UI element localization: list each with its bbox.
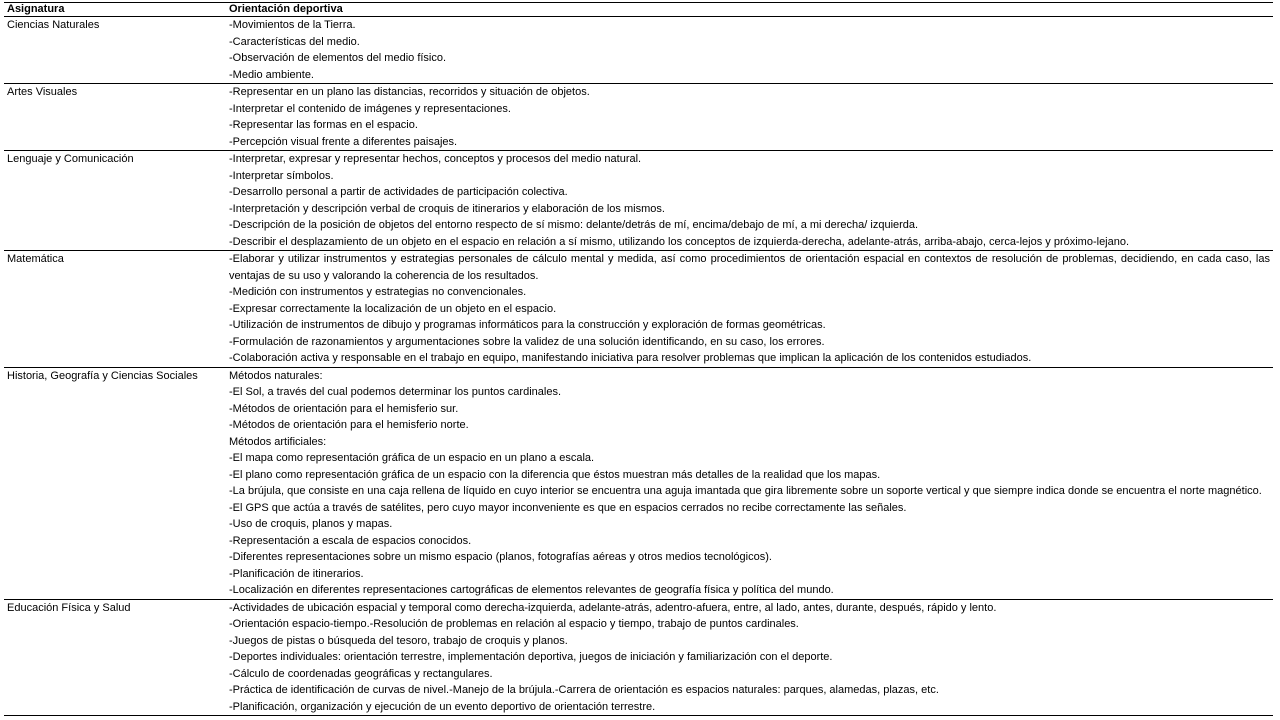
content-line: Métodos artificiales: bbox=[229, 435, 327, 448]
content-cell bbox=[226, 251, 1273, 368]
table-header-row bbox=[4, 3, 1273, 17]
table-row bbox=[4, 599, 1273, 716]
subjects-table bbox=[4, 2, 1273, 716]
table-body bbox=[4, 17, 1273, 716]
content-line: -Representar en un plano las distancias, recorridos y situación de objetos. bbox=[229, 86, 590, 98]
content-line: -Expresar correctamente la localización de un objeto en el espacio. bbox=[229, 302, 557, 315]
table-row bbox=[4, 251, 1273, 368]
content-line: -Diferentes representaciones sobre un mismo espacio (planos, fotografías aéreas y otros medios tecnológicos). bbox=[229, 551, 772, 563]
subject-cell: Lenguaje y Comunicación bbox=[4, 151, 226, 251]
subject-cell: Artes Visuales bbox=[4, 84, 226, 151]
content-line: -Juegos de pistas o búsqueda del tesoro, trabajo de croquis y planos. bbox=[229, 634, 568, 647]
content-line: -Percepción visual frente a diferentes paisajes. bbox=[229, 135, 458, 148]
subject-cell: Historia, Geografía y Ciencias Sociales bbox=[4, 367, 226, 599]
subject-cell: Educación Física y Salud bbox=[4, 599, 226, 716]
content-line: Métodos naturales: bbox=[229, 369, 323, 382]
content-line: -Representar las formas en el espacio. bbox=[229, 119, 418, 131]
content-line: -La brújula, que consiste en una caja rellena de líquido en cuyo interior se encuentra una aguja imantada que gira libremente sobre un soporte vertical y que siempre indica donde se encuentra el norte magnético. bbox=[229, 485, 1262, 497]
table-row bbox=[4, 367, 1273, 599]
table-row bbox=[4, 151, 1273, 251]
content-line: -Elaborar y utilizar instrumentos y estrategias personales de cálculo mental y medida, así como procedimientos de orientación espacial en contextos de resolución de problemas, decidiendo, en cada caso, las ventajas de su uso y valorando la coherencia de los resultados. bbox=[229, 253, 1270, 282]
content-line: -Interpretar el contenido de imágenes y representaciones. bbox=[229, 102, 511, 115]
content-line: -Características del medio. bbox=[229, 35, 360, 48]
content-cell bbox=[226, 599, 1273, 716]
content-line: -Interpretar símbolos. bbox=[229, 169, 334, 182]
content-line: -Planificación, organización y ejecución de un evento deportivo de orientación terrestre. bbox=[229, 700, 656, 713]
content-line: -Desarrollo personal a partir de actividades de participación colectiva. bbox=[229, 186, 568, 198]
content-line: -Métodos de orientación para el hemisferio sur. bbox=[229, 402, 459, 415]
content-line: -Descripción de la posición de objetos del entorno respecto de sí mismo: delante/detrás de mí, encima/debajo de mí, a mi derecha/ izquierda. bbox=[229, 219, 919, 231]
content-line: -Describir el desplazamiento de un objeto en el espacio en relación a sí mismo, utilizando los conceptos de izquierda-derecha, adelante-atrás, arriba-abajo, cerca-lejos y próximo-lejano. bbox=[229, 235, 1130, 248]
content-line: -Observación de elementos del medio físico. bbox=[229, 52, 447, 64]
content-line: -Métodos de orientación para el hemisferio norte. bbox=[229, 419, 469, 431]
content-line: -Localización en diferentes representaciones cartográficas de elementos relevantes de geografía física y política del mundo. bbox=[229, 584, 834, 596]
subject-cell: Matemática bbox=[4, 251, 226, 368]
content-line: -Uso de croquis, planos y mapas. bbox=[229, 518, 393, 530]
content-line: -Orientación espacio-tiempo.-Resolución de problemas en relación al espacio y tiempo, trabajo de puntos cardinales. bbox=[229, 618, 799, 630]
table-row bbox=[4, 84, 1273, 151]
content-line: -Utilización de instrumentos de dibujo y programas informáticos para la construcción y exploración de formas geométricas. bbox=[229, 319, 826, 331]
content-line: -Medición con instrumentos y estrategias no convencionales. bbox=[229, 286, 527, 298]
content-line: -Interpretación y descripción verbal de croquis de itinerarios y elaboración de los mismos. bbox=[229, 202, 665, 215]
content-line: -El GPS que actúa a través de satélites, pero cuyo mayor inconveniente es que en espacios cerrados no recibe correctamente las señales. bbox=[229, 501, 907, 514]
content-cell bbox=[226, 151, 1273, 251]
header-orientation: Orientación deportiva bbox=[226, 3, 1273, 17]
content-line: -Colaboración activa y responsable en el trabajo en equipo, manifestando iniciativa para resolver problemas que implican la aplicación de los contenidos estudiados. bbox=[229, 352, 1032, 364]
content-cell bbox=[226, 84, 1273, 151]
content-line: -Práctica de identificación de curvas de nivel.-Manejo de la brújula.-Carrera de orientación es espacios naturales: parques, alamedas, plazas, etc. bbox=[229, 684, 939, 696]
content-line: -Cálculo de coordenadas geográficas y rectangulares. bbox=[229, 667, 493, 680]
content-cell bbox=[226, 367, 1273, 599]
subject-cell: Ciencias Naturales bbox=[4, 17, 226, 84]
table-row bbox=[4, 17, 1273, 84]
content-line: -Representación a escala de espacios conocidos. bbox=[229, 534, 472, 547]
header-subject: Asignatura bbox=[4, 3, 226, 17]
content-line: -El mapa como representación gráfica de un espacio en un plano a escala. bbox=[229, 452, 595, 464]
content-line: -Interpretar, expresar y representar hechos, conceptos y procesos del medio natural. bbox=[229, 153, 642, 165]
content-line: -Planificación de itinerarios. bbox=[229, 567, 364, 580]
content-line: -El Sol, a través del cual podemos determinar los puntos cardinales. bbox=[229, 386, 562, 398]
document bbox=[4, 2, 1273, 716]
content-cell bbox=[226, 17, 1273, 84]
content-line: -Formulación de razonamientos y argumentaciones sobre la validez de una solución identificando, en su caso, los errores. bbox=[229, 335, 825, 348]
content-line: -Deportes individuales: orientación terrestre, implementación deportiva, juegos de iniciación y familiarización con el deporte. bbox=[229, 651, 833, 663]
content-line: -Medio ambiente. bbox=[229, 68, 314, 81]
content-line: -Actividades de ubicación espacial y temporal como derecha-izquierda, adelante-atrás, adentro-afuera, entre, al lado, antes, durante, después, rápido y lento. bbox=[229, 601, 997, 614]
content-line: -Movimientos de la Tierra. bbox=[229, 19, 356, 31]
content-line: -El plano como representación gráfica de un espacio con la diferencia que éstos muestran más detalles de la realidad que los mapas. bbox=[229, 468, 881, 481]
